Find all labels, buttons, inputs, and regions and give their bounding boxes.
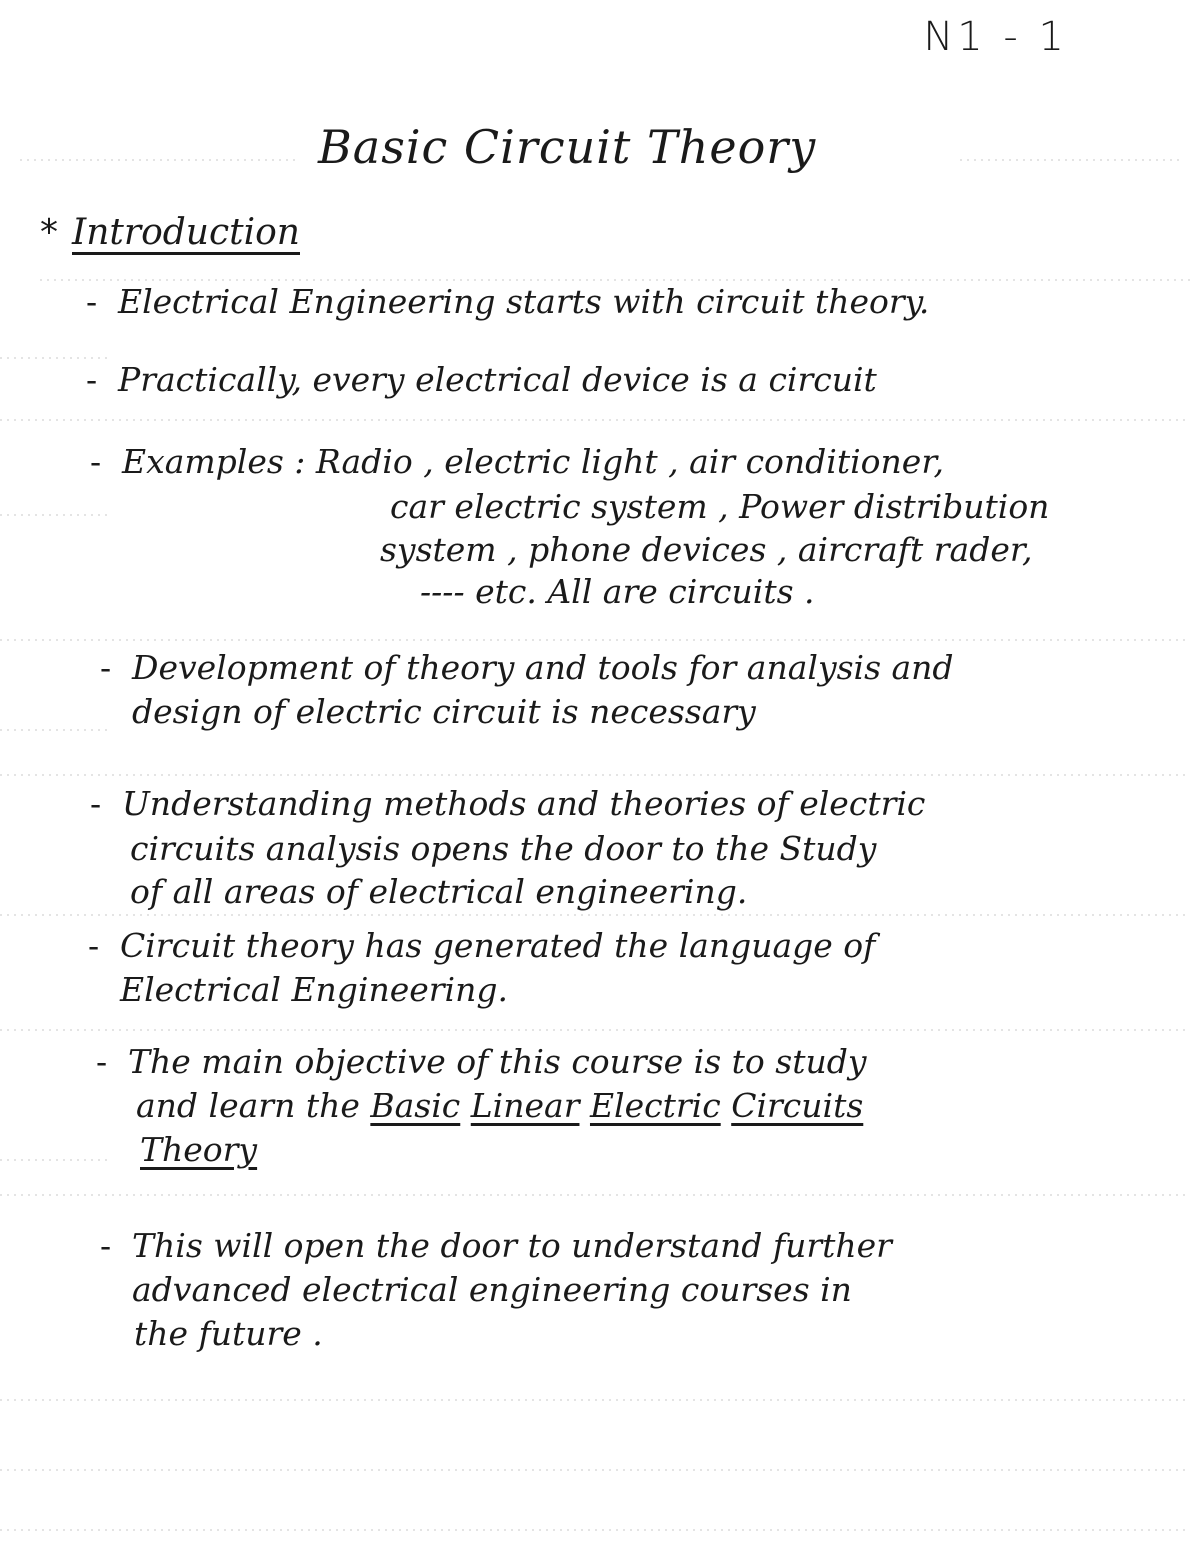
underlined-word: Linear	[470, 1086, 580, 1125]
bullet-item	[100, 1226, 892, 1266]
bullet-line: Electrical Engineering starts with circuit theory.	[118, 282, 930, 321]
bullet-line: design of electric circuit is necessary	[132, 692, 756, 731]
section-heading-text: Introduction	[72, 212, 300, 253]
underlined-word: Electric	[589, 1086, 721, 1125]
bullet-item	[90, 784, 925, 824]
bullet-item	[88, 926, 875, 966]
bullet-line: ---- etc. All are circuits .	[420, 572, 815, 611]
bullet-item	[90, 442, 944, 482]
bullet-line: advanced electrical engineering courses in	[132, 1270, 852, 1309]
page-code: N1 - 1	[923, 14, 1068, 60]
bullet-dash: -	[86, 282, 98, 321]
bullet-line: system , phone devices , aircraft rader,	[380, 530, 1033, 569]
bullet-line: Understanding methods and theories of electric	[122, 784, 926, 823]
bullet-item	[96, 1042, 866, 1082]
bullet-line-text: and learn the	[136, 1086, 371, 1125]
bullet-dash: -	[90, 784, 102, 823]
bullet-dash: -	[100, 648, 112, 687]
bullet-line: the future .	[134, 1314, 323, 1353]
bullet-dash: -	[90, 442, 102, 481]
bullet-line: This will open the door to understand further	[132, 1226, 892, 1265]
underlined-word: Theory	[140, 1130, 258, 1169]
bullet-dash: -	[86, 360, 98, 399]
bullet-line	[136, 1086, 863, 1126]
page-title: Basic Circuit Theory	[318, 120, 817, 174]
bullet-line: Electrical Engineering.	[120, 970, 508, 1009]
bullet-dash: -	[88, 926, 100, 965]
bullet-line: Examples : Radio , electric light , air conditioner,	[122, 442, 944, 481]
section-heading	[40, 212, 300, 253]
underlined-word: Basic	[370, 1086, 461, 1125]
bullet-dash: -	[100, 1226, 112, 1265]
bullet-line: The main objective of this course is to study	[128, 1042, 867, 1081]
bullet-line: of all areas of electrical engineering.	[130, 872, 748, 911]
bullet-item	[86, 282, 929, 322]
bullet-line: Practically, every electrical device is a circuit	[118, 360, 877, 399]
bullet-item	[86, 360, 877, 400]
bullet-line: Circuit theory has generated the language of	[120, 926, 876, 965]
underlined-word: Circuits	[731, 1086, 864, 1125]
bullet-item	[100, 648, 954, 688]
bullet-dash: -	[96, 1042, 108, 1081]
bullet-line: Development of theory and tools for analysis and	[132, 648, 954, 687]
asterisk-marker: *	[40, 212, 58, 253]
bullet-line: circuits analysis opens the door to the Study	[130, 829, 877, 868]
bullet-line: car electric system , Power distribution	[390, 487, 1050, 526]
